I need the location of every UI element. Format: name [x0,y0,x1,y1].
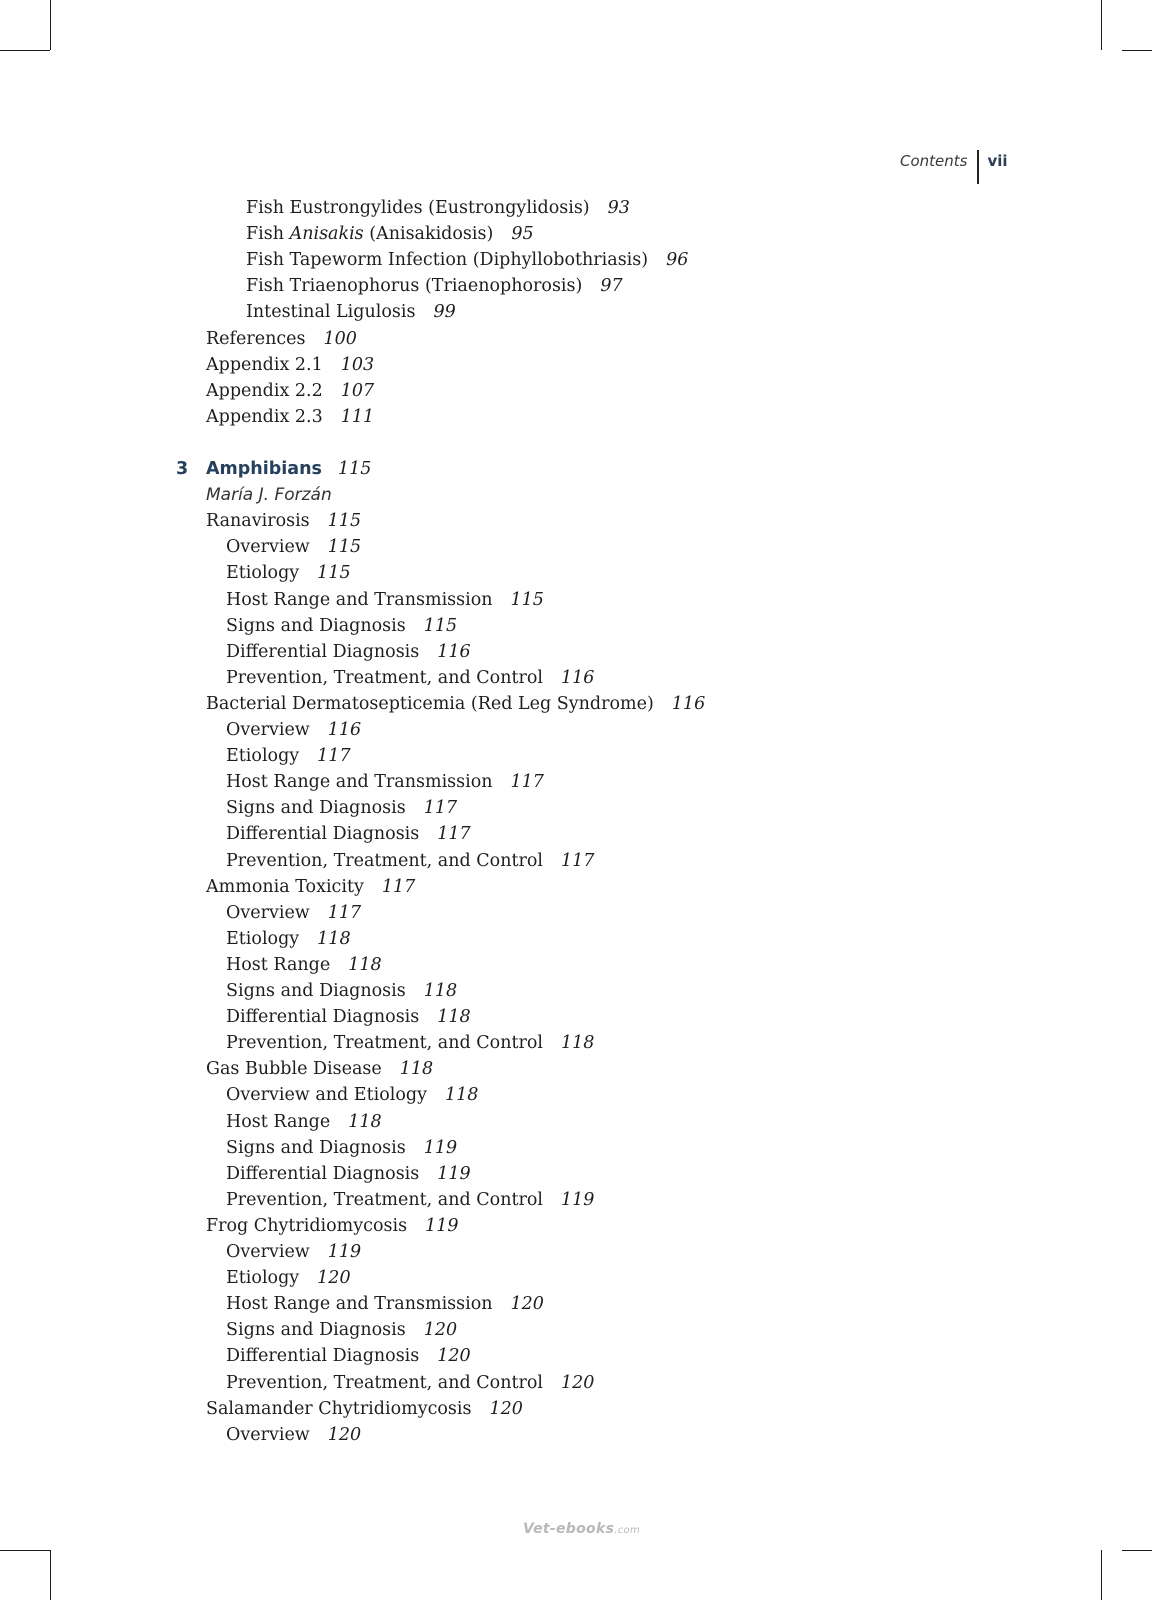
toc-page-number: 116 [327,720,362,740]
toc-entry-text: Frog Chytridiomycosis [206,1215,408,1236]
crop-mark [0,50,50,51]
crop-mark [50,0,51,50]
toc-page-number: 107 [340,380,375,401]
toc-entry-text: Ammonia Toxicity [206,876,364,897]
toc-entry-level-2 [226,978,457,1004]
toc-page-number: 117 [381,876,416,897]
toc-entry-level-2 [226,900,361,926]
toc-page-number: 120 [510,1294,544,1315]
toc-entry-level-2 [226,1239,361,1265]
toc-entry-level-2 [226,665,594,691]
toc-entry-text: Signs and Diagnosis [226,1137,406,1158]
toc-entry-level-2 [226,848,594,874]
toc-page-number: 120 [423,1320,458,1341]
toc-entry-level-1 [206,352,374,378]
toc-page-number: 116 [561,667,595,688]
toc-page-number: 120 [437,1346,471,1367]
toc-page-number: 120 [561,1372,595,1393]
toc-entry-text: Host Range [226,1111,331,1132]
toc-entry-text: Appendix 2.2 [206,380,323,401]
toc-entry-text: Overview [226,1424,310,1445]
toc-entry-level-2 [226,1109,382,1135]
toc-entry-level-2 [226,639,471,665]
toc-page-number: 120 [317,1268,351,1289]
toc-entry-level-3 [246,195,630,221]
toc-entry-level-2 [226,821,471,847]
toc-page-number: 115 [337,459,372,479]
toc-entry-level-1 [206,1396,523,1422]
toc-page-number: 118 [317,928,351,949]
toc-entry-text: Overview [226,902,310,923]
toc-entry-text: Intestinal Ligulosis [246,302,416,323]
toc-entry-text: Etiology [226,746,300,767]
toc-entry-text: Overview [226,537,310,558]
toc-page-number: 119 [437,1163,471,1184]
toc-page-number: 117 [510,772,544,793]
toc-entry-level-2 [226,1161,471,1187]
toc-page-number: 119 [327,1242,362,1262]
toc-entry-text: Host Range and Transmission [226,589,493,610]
toc-page-number: 117 [327,902,362,923]
crop-mark [50,1550,51,1600]
toc-entry-level-2 [226,769,544,795]
toc-entry-text: Prevention, Treatment, and Control [226,667,544,688]
page-number: vii [987,152,1008,170]
crop-mark [1122,50,1152,51]
toc-entry-level-1 [206,1056,433,1082]
toc-entry-text: Signs and Diagnosis [226,615,406,636]
toc-entry-level-1 [206,326,357,352]
toc-page-number: 118 [348,954,382,975]
toc-entry-level-2 [226,587,544,613]
running-head [900,150,1008,186]
toc-page-number: 116 [437,641,471,662]
toc-page-number: 119 [425,1215,459,1236]
toc-entry-level-1 [206,378,374,404]
chapter-heading [176,456,371,482]
chapter-author [206,482,332,508]
watermark-suffix: .com [614,1525,640,1536]
toc-entry-level-2 [226,534,361,560]
toc-entry-text: Appendix 2.3 [206,406,323,427]
watermark-logo [523,1521,640,1537]
crop-mark [1122,1550,1152,1551]
toc-page-number: 117 [561,850,595,871]
toc-page-number: 93 [607,198,630,218]
toc-page-number: 119 [561,1189,595,1210]
toc-entry-text: María J. Forzán [206,485,332,506]
toc-page-number: 120 [327,1424,362,1445]
toc-entry-text: References [206,328,306,349]
toc-entry-level-1 [206,404,374,430]
toc-entry-text: Differential Diagnosis [226,1163,420,1184]
toc-entry-level-3 [246,221,534,247]
toc-page-number: 115 [327,511,362,532]
toc-page-number: 115 [317,563,351,584]
toc-entry-level-2 [226,1422,361,1448]
toc-entry-level-2 [226,560,351,586]
toc-page-number: 117 [317,746,351,767]
toc-entry-level-3 [246,299,456,325]
toc-page-number: 111 [340,406,375,427]
toc-entry-text: Gas Bubble Disease [206,1059,382,1080]
toc-entry-text: Differential Diagnosis [226,824,420,845]
toc-entry-text: Fish Tapeworm Infection (Diphyllobothriasis) [246,250,649,271]
toc-entry-level-2 [226,1135,457,1161]
toc-entry-level-2 [226,1004,471,1030]
toc-entry-level-1 [206,1213,458,1239]
toc-entry-level-1 [206,874,415,900]
toc-entry-text: Signs and Diagnosis [226,981,406,1001]
crop-mark [1101,1550,1102,1600]
toc-page-number: 120 [489,1398,523,1419]
toc-entry-text: Ranavirosis [206,511,310,532]
toc-entry-text: Prevention, Treatment, and Control [226,1033,544,1054]
toc-entry-text: Overview [226,720,310,740]
toc-page-number: 117 [437,824,471,845]
toc-entry-level-3 [246,247,688,273]
toc-entry-level-2 [226,1082,478,1108]
toc-page-number: 118 [423,981,458,1001]
toc-entry-level-2 [226,1187,594,1213]
crop-mark [1101,0,1102,50]
chapter-title [206,459,322,479]
toc-entry-text: Fish Eustrongylides (Eustrongylidosis) [246,198,590,218]
toc-entry-level-2 [226,1291,544,1317]
toc-page-number: 116 [671,693,706,714]
toc-entry-level-2 [226,926,351,952]
toc-entry-level-2 [226,613,457,639]
toc-entry-level-3 [246,273,623,299]
toc-page-number: 117 [423,798,458,819]
toc-entry-text: Differential Diagnosis [226,1007,420,1028]
toc-entry-text: Etiology [226,563,300,584]
toc-entry-text: Prevention, Treatment, and Control [226,1189,544,1210]
toc-page-number: 118 [561,1033,595,1054]
toc-entry-text: (Anisakidosis) [363,224,494,245]
toc-entry-text: Anisakis [289,224,364,245]
toc-entry-text: Appendix 2.1 [206,354,323,375]
toc-page-number: 118 [348,1111,382,1132]
toc-entry-text: Host Range and Transmission [226,1294,493,1315]
toc-entry-text: Prevention, Treatment, and Control [226,1372,544,1393]
toc-entry-text: Fish [246,224,290,245]
toc-page-number: 97 [600,276,623,297]
toc-entry-text: Salamander Chytridiomycosis [206,1398,472,1419]
running-head-label: Contents [900,152,968,170]
toc-page-number: 95 [511,224,534,245]
toc-entry-text: Overview [226,1242,310,1262]
toc-entry-text: Etiology [226,1268,300,1289]
toc-entry-level-2 [226,743,351,769]
toc-entry-text: Fish Triaenophorus (Triaenophorosis) [246,276,583,297]
toc-entry-level-2 [226,1370,594,1396]
toc-page-number: 118 [437,1007,471,1028]
toc-entry-level-2 [226,1317,457,1343]
chapter-title-text: Amphibians [206,459,322,479]
toc-entry-text: Bacterial Dermatosepticemia (Red Leg Syndrome) [206,693,654,714]
chapter-number: 3 [176,459,189,479]
toc-page-number: 96 [666,250,689,271]
toc-entry-level-1 [206,508,361,534]
toc-entry-text: Signs and Diagnosis [226,798,406,819]
toc-entry-text: Signs and Diagnosis [226,1320,406,1341]
watermark-main: Vet-ebooks [523,1521,615,1537]
toc-entry-level-2 [226,1343,471,1369]
toc-page-number: 118 [444,1085,479,1106]
toc-entry-text: Differential Diagnosis [226,641,420,662]
toc-entry-level-2 [226,1265,351,1291]
toc-page-number: 115 [327,537,362,558]
toc-page-number: 99 [433,302,456,323]
toc-entry-text: Host Range and Transmission [226,772,493,793]
toc-entry-level-2 [226,795,457,821]
toc-page-number: 100 [323,328,357,349]
toc-entry-text: Differential Diagnosis [226,1346,420,1367]
toc-entry-text: Host Range [226,954,331,975]
toc-page-number: 115 [510,589,544,610]
toc-entry-level-2 [226,1030,594,1056]
toc-entry-level-2 [226,717,361,743]
toc-entry-text: Prevention, Treatment, and Control [226,850,544,871]
running-head-rule [977,150,979,184]
toc-page-number: 118 [399,1059,434,1080]
toc-page-number: 115 [423,615,458,636]
toc-entry-level-2 [226,952,382,978]
toc-page-number: 119 [423,1137,458,1158]
toc-page-number: 103 [340,354,375,375]
crop-mark [0,1550,50,1551]
toc-entry-level-1 [206,691,705,717]
toc-entry-text: Etiology [226,928,300,949]
toc-entry-text: Overview and Etiology [226,1085,427,1106]
